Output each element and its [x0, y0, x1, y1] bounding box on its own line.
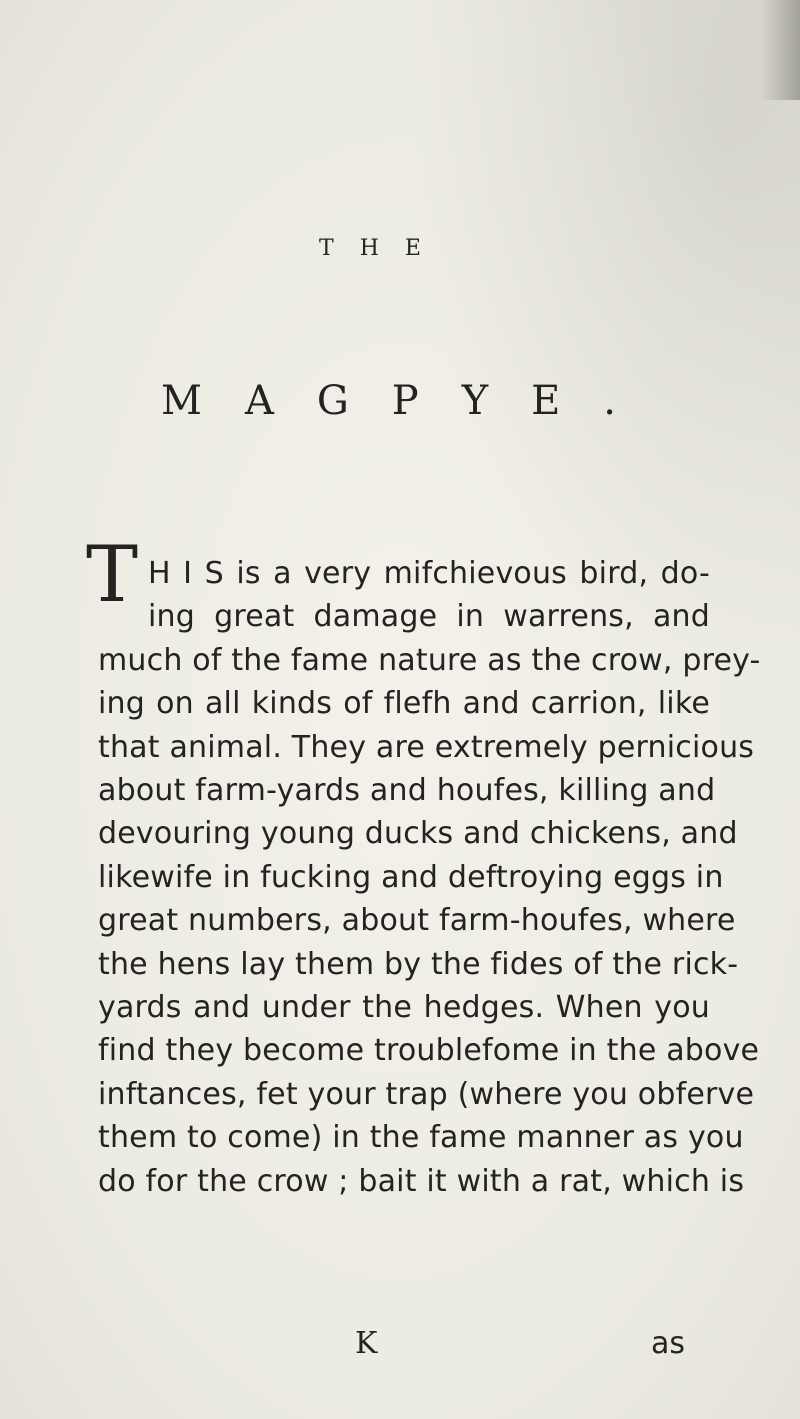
- text-line-15: do for the crow ; bait it with a rat, which is: [98, 1163, 745, 1199]
- text-line-11: yards and under the hedges. When you: [98, 990, 710, 1026]
- text-line-8: likewife in fucking and deftroying eggs in: [98, 859, 724, 895]
- text-line-4: ing on all kinds of flefh and carrion, like: [98, 686, 710, 722]
- text-line-10: the hens lay them by the fides of the rick-: [98, 946, 739, 982]
- body-paragraph: [98, 552, 761, 1203]
- page-edge-shadow: [760, 0, 800, 100]
- text-line-12: find they become troublefome in the above: [98, 1033, 760, 1069]
- text-line-14: them to come) in the fame manner as you: [98, 1120, 744, 1156]
- text-line-1: H I S is a very mifchievous bird, do-: [148, 556, 710, 591]
- heading-magpye: MAGPYE.: [160, 378, 660, 424]
- signature-mark: K: [355, 1326, 378, 1361]
- text-line-13: inftances, fet your trap (where you obferve: [98, 1076, 755, 1112]
- text-line-9: great numbers, about farm-houfes, where: [98, 903, 736, 939]
- heading-the: THE: [319, 236, 447, 261]
- drop-cap: T: [86, 530, 139, 620]
- text-line-6: about farm-yards and houfes, killing and: [98, 773, 716, 809]
- text-line-2: ing great damage in warrens, and: [148, 599, 710, 635]
- text-line-7: devouring young ducks and chickens, and: [98, 816, 738, 852]
- text-line-5: that animal. They are extremely pernicious: [98, 729, 755, 765]
- text-line-3: much of the fame nature as the crow, prey-: [98, 642, 761, 678]
- catchword: as: [651, 1326, 686, 1361]
